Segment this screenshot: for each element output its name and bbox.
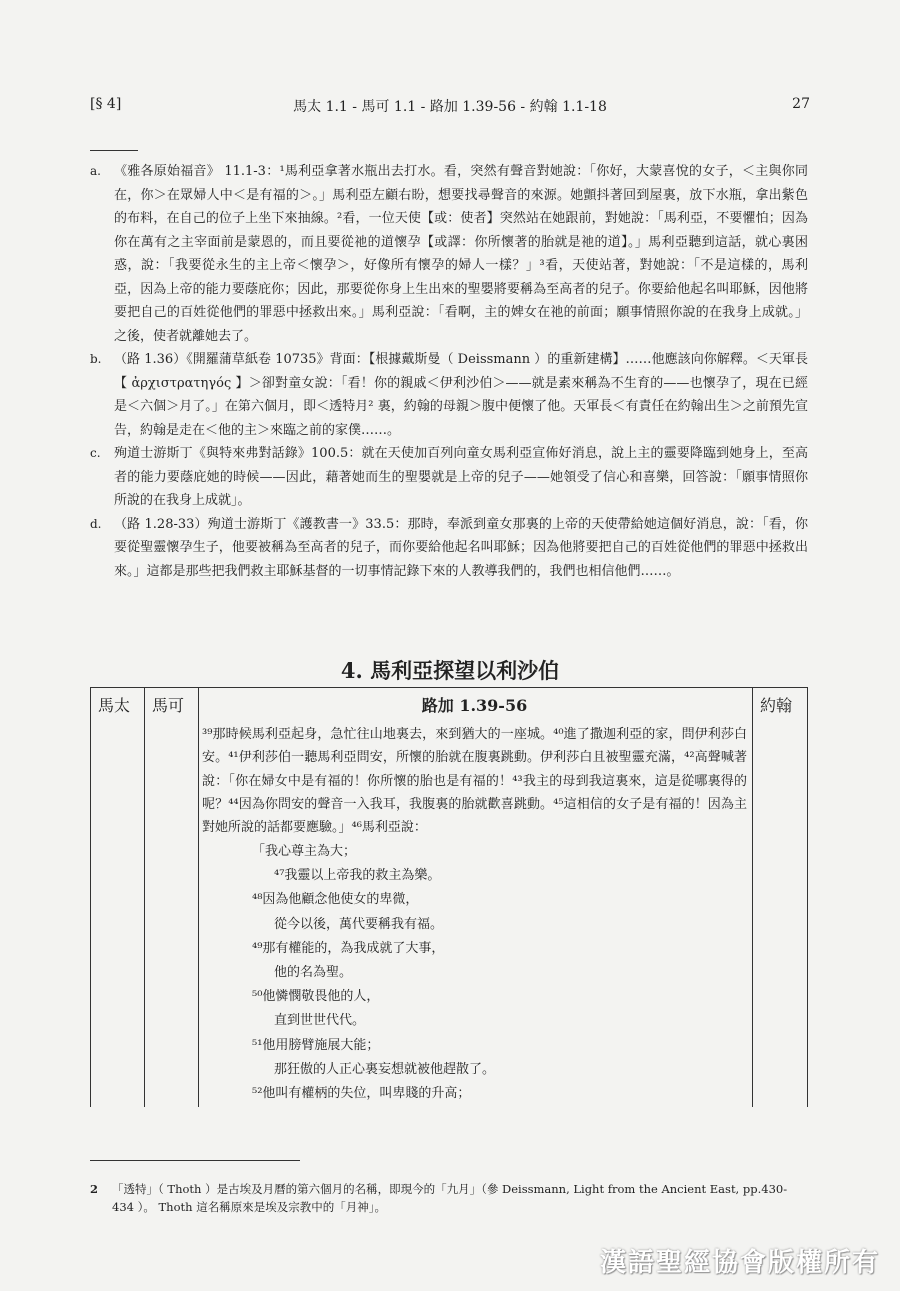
- note-label: b.: [90, 352, 102, 366]
- note-c: [90, 442, 808, 513]
- note-text: （路 1.36）《開羅蒲草紙卷 10735》背面：【根據戴斯曼（ Deissmann ）的重新建構】……他應該向你解釋。＜天軍長【 ἀρχιστρατηγός 】＞卻對童女說：「看！你的親戚＜伊利沙伯＞——就是素來稱為不生育的——也懷孕了，現在已經是＜六個＞月了。」在第六個月，即＜透特月² 裏，約翰的母親＞腹中便懷了他。天軍長＜有責任在約翰出生＞之前預先宣告，約翰是走在＜他的主＞來臨之前的家僕……。: [114, 352, 808, 438]
- poem-line: ⁴⁹那有權能的，為我成就了大事，: [252, 940, 445, 956]
- running-title: 馬太 1.1 - 馬可 1.1 - 路加 1.39-56 - 約翰 1.1-18: [293, 99, 607, 115]
- section-title: 4. 馬利亞探望以利沙伯: [340, 658, 560, 683]
- column-header-matthew: 馬太: [98, 696, 131, 715]
- page-header: [90, 96, 810, 116]
- note-text: 殉道士游斯丁《與特來弗對話錄》100.5：就在天使加百列向童女馬利亞宣佈好消息，說上主的靈要降臨到她身上，至高者的能力要蔭庇她的時候——因此，藉著她而生的聖嬰就是上帝的兒子——她領受了信心和喜樂，回答說：「願事情照你所說的在我身上成就」。: [114, 446, 808, 508]
- poem-line: ⁴⁸因為他顧念他使女的卑微，: [252, 892, 419, 908]
- column-header-john: 約翰: [760, 696, 793, 715]
- footnote-rule: [90, 1160, 300, 1161]
- column-header-mark: 馬可: [152, 696, 185, 715]
- table-divider: [807, 687, 808, 1107]
- poem-line: 他的名為聖。: [274, 965, 353, 981]
- magnificat-poem: [252, 840, 495, 1106]
- poem-line: ⁵¹他用膀臂施展大能；: [252, 1037, 380, 1053]
- table-divider: [90, 687, 91, 1107]
- poem-line: 直到世世代代。: [274, 1013, 366, 1029]
- poem-line: 那狂傲的人正心裏妄想就被他趕散了。: [274, 1061, 496, 1077]
- note-label: d.: [90, 516, 102, 531]
- poem-line: ⁴⁷我靈以上帝我的救主為樂。: [274, 868, 441, 884]
- footnote: [90, 1180, 808, 1216]
- note-label: c.: [90, 446, 101, 460]
- note-label: a.: [90, 164, 101, 178]
- luke-prose: ³⁹那時候馬利亞起身，急忙往山地裏去，來到猶大的一座城。⁴⁰進了撒迦利亞的家，問伊利莎白安。⁴¹伊利莎伯一聽馬利亞問安，所懷的胎就在腹裏跳動。伊利莎白且被聖靈充滿，⁴²高聲喊著說：「你在婦女中是有福的！你所懷的胎也是有福的！⁴³我主的母到我這裏來，這是從哪裏得的呢？⁴⁴因為你問安的聲音一入我耳，我腹裏的胎就歡喜跳動。⁴⁵這相信的女子是有福的！因為主對她所說的話都要應驗。」⁴⁶馬利亞說：: [202, 727, 747, 836]
- poem-line: 「我心尊主為大；: [252, 844, 357, 859]
- poem-line: ⁵²他叫有權柄的失位，叫卑賤的升高；: [252, 1086, 471, 1102]
- column-header-luke: 路加 1.39-56: [421, 696, 528, 715]
- section-marker: [§ 4]: [90, 96, 122, 112]
- synopsis-table: [90, 687, 808, 1107]
- table-divider: [198, 687, 199, 1107]
- note-text: 《雅各原始福音》 11.1-3：¹馬利亞拿著水瓶出去打水。看，突然有聲音對她說：「你好，大蒙喜悅的女子，＜主與你同在，你＞在眾婦人中＜是有福的＞。」馬利亞左顧右盼，想要找尋聲音的來源。她顫抖著回到屋裏，放下水瓶，拿出紫色的布料，在自己的位子上坐下來抽線。²看，一位天使【或：使者】突然站在她跟前，對她說：「馬利亞，不要懼怕；因為你在萬有之主宰面前是蒙恩的，而且要從祂的道懷孕【或譯：你所懷著的胎就是祂的道】。」馬利亞聽到這話，就心裏困惑，說：「我要從永生的主上帝＜懷孕＞，好像所有懷孕的婦人一樣？」³看，天使站著，對她說：「不是這樣的，馬利亞，因為上帝的能力要蔭庇你；因此，那要從你身上生出來的聖嬰將要稱為至高者的兒子。你要給他起名叫耶穌，因他將要把自己的百姓從他們的罪惡中拯救出來。」馬利亞說：「看啊，主的婢女在祂的前面；願事情照你說的在我身上成就。」之後，使者就離她去了。: [114, 164, 808, 344]
- poem-line: ⁵⁰他憐憫敬畏他的人，: [252, 989, 380, 1005]
- note-a: [90, 160, 808, 348]
- footnote-number: 2: [90, 1182, 99, 1196]
- footnote-text: 「透特」（ Thoth ）是古埃及月曆的第六個月的名稱，即現今的「九月」（參 Deissmann, Light from the Ancient East, pp.430-434 ）。 Thoth 這名稱原來是埃及宗教中的「月神」。: [112, 1182, 788, 1214]
- table-divider: [752, 687, 753, 1107]
- page-number: 27: [792, 96, 810, 112]
- poem-line: 從今以後，萬代要稱我有福。: [274, 916, 444, 932]
- notes-block: [90, 160, 808, 583]
- copyright-watermark: 漢語聖經協會版權所有: [599, 1248, 880, 1278]
- notes-rule: [90, 150, 138, 151]
- note-d: [90, 513, 808, 584]
- table-divider: [144, 687, 145, 1107]
- note-text: （路 1.28-33）殉道士游斯丁《護教書一》33.5：那時，奉派到童女那裏的上帝的天使帶給她這個好消息，說：「看，你要從聖靈懷孕生子，他要被稱為至高者的兒子，而你要給他起名叫耶穌；因為他將要把自己的百姓從他們的罪惡中拯救出來。」這都是那些把我們救主耶穌基督的一切事情記錄下來的人教導我們的，我們也相信他們……。: [114, 516, 808, 579]
- note-b: [90, 348, 808, 442]
